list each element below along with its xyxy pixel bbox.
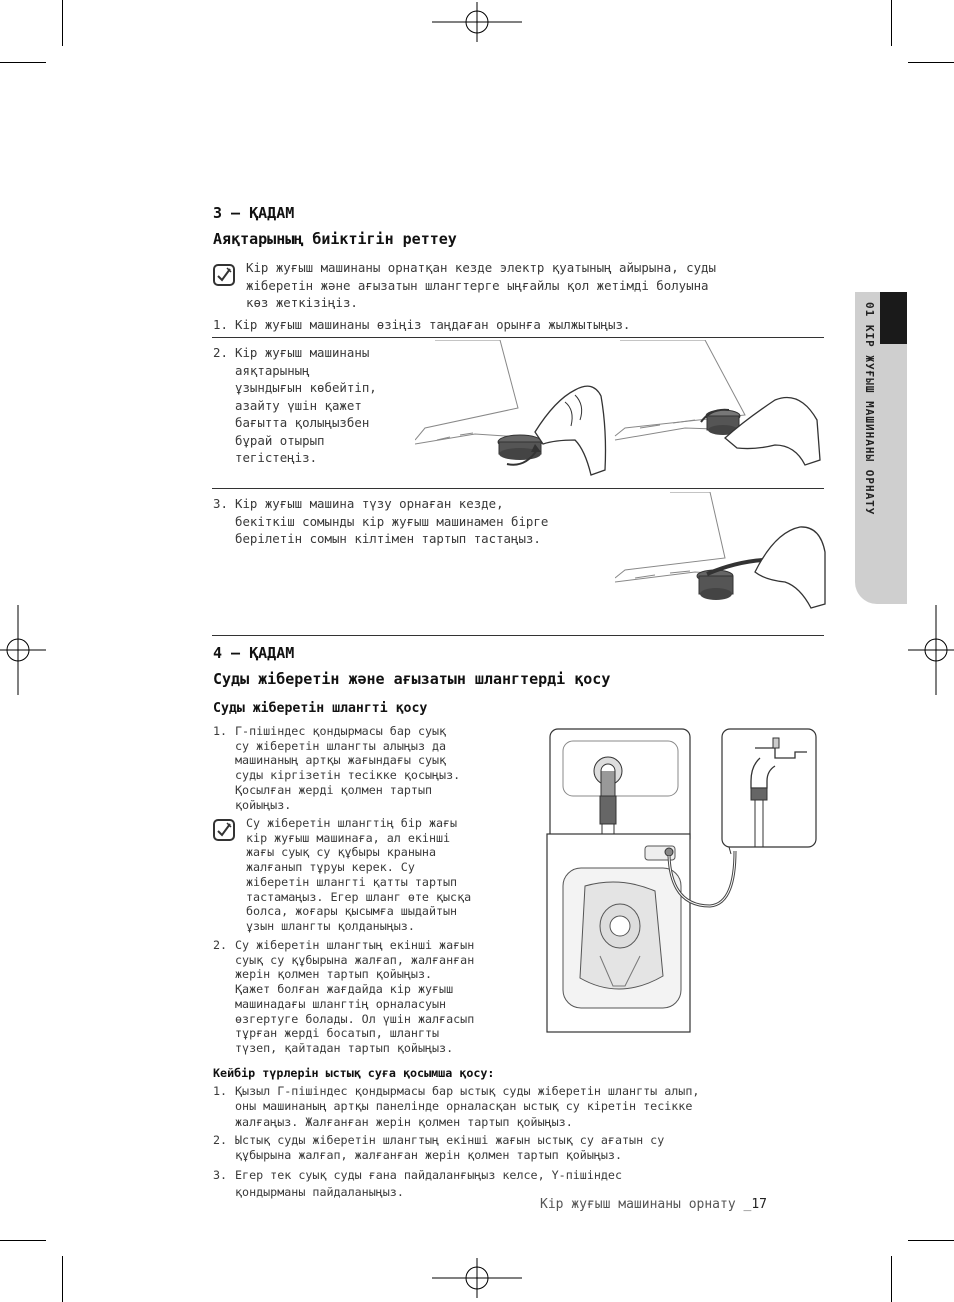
side-tab-marker bbox=[880, 292, 907, 344]
item-line: суды кіргізетін тесікке қосыңыз. bbox=[235, 768, 461, 783]
divider bbox=[212, 337, 824, 338]
item-line: суық су құбырына жалғап, жалғанған bbox=[235, 952, 475, 967]
hot-item-3 bbox=[213, 1167, 825, 1201]
step3-item-2 bbox=[213, 344, 413, 467]
page-number: 17 bbox=[751, 1197, 767, 1212]
lock-nut-wrench-illustration bbox=[615, 492, 827, 627]
note-icon bbox=[213, 819, 235, 841]
item-number: 3. bbox=[213, 1168, 228, 1182]
chapter-side-tab bbox=[855, 292, 907, 604]
item-text: Кір жуғыш машинаны өзіңіз таңдаған орынға жылжытыңыз. bbox=[235, 317, 631, 332]
item-line: Кір жуғыш машина түзу орнаған кезде, bbox=[235, 496, 504, 511]
step3-item-3 bbox=[213, 495, 633, 548]
item-line: жерін қолмен тартып қойыңыз. bbox=[235, 967, 433, 982]
item-line: машинаның артқы жағындағы суық bbox=[235, 753, 447, 768]
item-number: 1. bbox=[213, 1084, 228, 1098]
section-title-inlet-hose: Суды жіберетін шлангті қосу bbox=[213, 701, 428, 716]
step4-item-2 bbox=[213, 938, 548, 1056]
item-line: түзеп, қайтадан тартып қойыңыз. bbox=[235, 1040, 454, 1055]
item-line: оны машинаның артқы панелінде орналасқан ыстық су кіретін тесікке bbox=[235, 1099, 693, 1114]
item-number: 1. bbox=[213, 724, 228, 738]
crop-mark bbox=[0, 1240, 46, 1241]
item-line: Ыстық суды жіберетін шлангтың екінші жағын ыстық су ағатын су bbox=[235, 1133, 665, 1147]
item-line: Қажет болған жағдайда кір жуғыш bbox=[235, 982, 454, 997]
footer-text: Кір жуғыш машинаны орнату _ bbox=[540, 1197, 752, 1212]
hot-water-title: Кейбір түрлерін ыстық суға қосымша қосу: bbox=[213, 1066, 495, 1080]
crop-mark bbox=[62, 1256, 63, 1302]
crop-mark bbox=[908, 62, 954, 63]
step3-heading: 3 – ҚАДАМ bbox=[213, 204, 295, 222]
note-line: жіберетін және ағызатын шлангтерге ыңғайлы қол жетімді болуына bbox=[246, 277, 709, 293]
item-line: Қосылған жерді қолмен тартып bbox=[235, 782, 433, 797]
item-line: Су жіберетін шлангтың екінші жағын bbox=[235, 938, 475, 952]
page-footer bbox=[540, 1197, 767, 1212]
note-icon bbox=[213, 264, 235, 286]
item-line: жалғаңыз. Жалғанған жерін қолмен тартып қойыңыз. bbox=[235, 1114, 573, 1129]
registration-mark-icon bbox=[0, 605, 46, 695]
step4-note bbox=[246, 816, 546, 934]
crop-mark bbox=[891, 0, 892, 46]
item-number: 2. bbox=[213, 1133, 228, 1147]
note-line: болса, жоғары қысымға шыдайтын bbox=[246, 904, 458, 919]
item-line: берілетін сомын кілтімен тартып тастаңыз. bbox=[235, 531, 541, 546]
note-line: көз жеткізіңіз. bbox=[246, 295, 358, 310]
note-line: жалғанып тұруы керек. Су bbox=[246, 860, 415, 875]
hot-item-1 bbox=[213, 1084, 825, 1130]
item-line: азайту үшін қажет bbox=[235, 397, 362, 413]
registration-mark-icon bbox=[908, 605, 954, 695]
item-line: өзгертуге болады. Ол үшін жалғасып bbox=[235, 1011, 475, 1026]
item-line: бұрай отырып bbox=[235, 432, 325, 448]
item-line: ұзындығын көбейтіп, bbox=[235, 380, 377, 395]
step4-heading: 4 – ҚАДАМ bbox=[213, 644, 295, 662]
note-line: Су жіберетін шлангтің бір жағы bbox=[246, 816, 458, 830]
note-line: Кір жуғыш машинаны орнатқан кезде электр қуатының айырына, суды bbox=[246, 260, 716, 275]
item-line: құбырына жалғап, жалғанған жерін қолмен тартып қойыңыз. bbox=[235, 1148, 623, 1163]
note-line: кір жуғыш машинаға, ал екінші bbox=[246, 830, 451, 845]
registration-mark-icon bbox=[432, 1258, 522, 1298]
item-line: су жіберетін шлангты алыңыз да bbox=[235, 738, 447, 753]
item-line: Г-пішіндес қондырмасы бар суық bbox=[235, 724, 447, 738]
crop-mark bbox=[62, 0, 63, 46]
crop-mark bbox=[908, 1240, 954, 1241]
item-line: аяқтарының bbox=[235, 362, 310, 378]
step3-subheading: Аяқтарының биіктігін реттеу bbox=[213, 230, 457, 248]
item-line: тұрған жерді босатып, шлангты bbox=[235, 1026, 440, 1041]
item-line: қойыңыз. bbox=[235, 797, 292, 812]
item-line: бағытта қолыңызбен bbox=[235, 415, 370, 430]
item-line: тегістеңіз. bbox=[235, 450, 318, 465]
hot-item-2 bbox=[213, 1133, 825, 1164]
registration-mark-icon bbox=[432, 2, 522, 42]
note-line: жағы суық су құбыры кранына bbox=[246, 845, 436, 860]
item-line: машинадағы шлангтің орналасуын bbox=[235, 996, 447, 1011]
item-line: Қызыл Г-пішіндес қондырмасы бар ыстық суды жіберетін шлангты алып, bbox=[235, 1084, 700, 1098]
item-line: қондырманы пайдаланыңыз. bbox=[235, 1185, 404, 1199]
crop-mark bbox=[891, 1256, 892, 1302]
item-line: бекіткіш сомынды кір жуғыш машинамен бірге bbox=[235, 513, 549, 529]
step3-note bbox=[246, 259, 826, 312]
step4-item-1 bbox=[213, 724, 543, 812]
divider bbox=[212, 635, 824, 636]
note-line: жіберетін шлангті қатты тартып bbox=[246, 874, 458, 889]
item-number: 2. bbox=[213, 345, 228, 360]
item-line: Кір жуғыш машинаны bbox=[235, 345, 370, 360]
step3-item-1 bbox=[213, 316, 823, 334]
item-number: 1. bbox=[213, 317, 228, 332]
side-tab-label: 01 КІР ЖУҒЫШ МАШИНАНЫ ОРНАТУ bbox=[863, 302, 876, 516]
item-number: 3. bbox=[213, 496, 228, 511]
item-line: Егер тек суық суды ғана пайдаланғыңыз келсе, Y-пішіндес bbox=[235, 1168, 623, 1182]
note-line: ұзын шлангты қолданыңыз. bbox=[246, 918, 415, 933]
item-number: 2. bbox=[213, 938, 228, 952]
divider bbox=[212, 488, 824, 489]
leveling-feet-illustration bbox=[415, 340, 825, 480]
inlet-hose-connection-illustration bbox=[545, 726, 820, 1036]
step4-subheading: Суды жіберетін және ағызатын шлангтерді қосу bbox=[213, 670, 611, 688]
crop-mark bbox=[0, 62, 46, 63]
note-line: тастамаңыз. Егер шланг өте қысқа bbox=[246, 889, 472, 904]
